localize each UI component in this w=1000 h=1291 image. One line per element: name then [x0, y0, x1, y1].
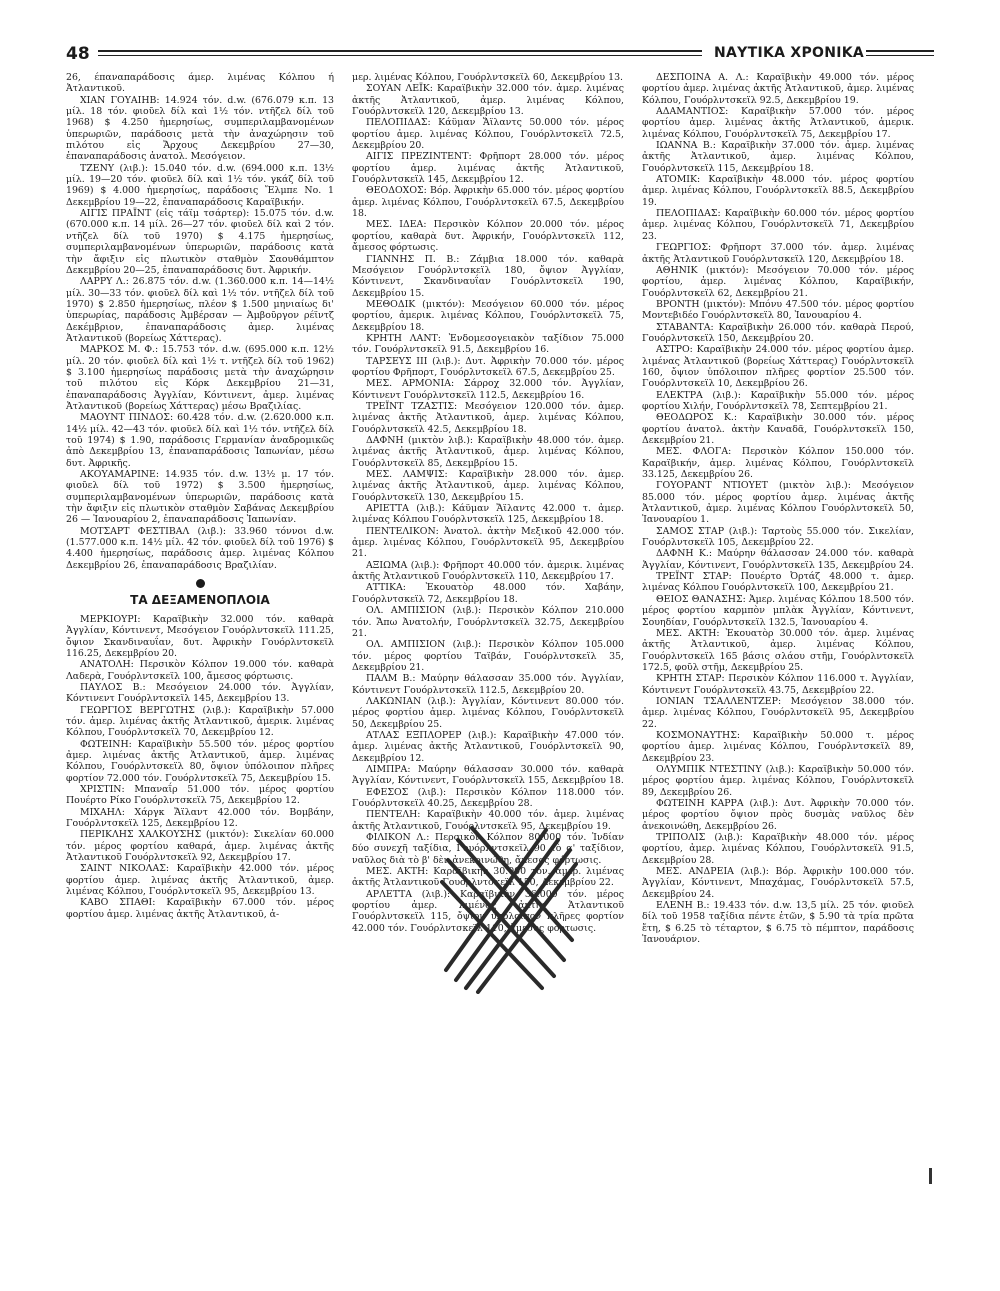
- charter-entry: ΙΟΝΙΑΝ ΤΣΑΛΛΕΝΤΖΕΡ: Μεσόγειον 38.000 τόν. ἀμερ. λιμένας Κόλπου, Γουόρλντσκεϊλ 95, Δεκεμβρίου 22.: [642, 695, 914, 730]
- text-column-2: [352, 72, 624, 934]
- charter-entry: ΣΑΜΟΣ ΣΤΑΡ (λιβ.): Ταρτοὺς 55.000 τόν. Σικελίαν, Γουόρλντσκεϊλ 105, Δεκεμβρίου 22.: [642, 525, 914, 549]
- charter-entry: ΑΤΟΜΙΚ: Καραϊβικὴν 48.000 τόν. μέρος φορτίου ἀμερ. λιμένας Κόλπου, Γουόρλντσκεϊλ 88.5, Δεκεμβρίου 19.: [642, 174, 914, 208]
- header-rule: [98, 50, 702, 52]
- charter-list-tankers: [642, 72, 914, 945]
- charter-entry: ΔΑΦΝΗ (μικτὸν λιβ.): Καραϊβικὴν 48.000 τόν. ἀμερ. λιμένας ἀκτῆς Ἀτλαντικοῦ, ἀμερ. λιμένας Κόλπου, Γουόρλντσκεϊλ 85, Δεκεμβρίου 15.: [352, 435, 624, 469]
- charter-entry: ΜΕΘΟΔΙΚ (μικτόν): Μεσόγειον 60.000 τόν. μέρος φορτίου, ἀμερικ. λιμένας Κόλπου, Γουόρλντσκεϊλ 75, Δεκεμβρίου 18.: [352, 298, 624, 333]
- charter-entry: ΦΩΤΕΙΝΗ ΚΑΡΡΑ (λιβ.): Δυτ. Ἀφρικὴν 70.000 τόν. μέρος φορτίου ὄψιον πρὸς δυσμὰς ναῦλος δὲν ἀνεκοινώθη, Δεκεμβρίου 26.: [642, 798, 914, 832]
- page-header: [66, 44, 934, 70]
- charter-entry: ΜΕΣ. ΑΚΤΗ: Καραϊβικὴν 30.000 τόν. ἀμερ. λιμένας ἀκτῆς Ἀτλαντικοῦ Γουόρλντσκεϊλ 150, Δεκεμβρίου 22.: [352, 866, 624, 889]
- charter-entry: ΑΤΤΙΚΑ: Ἐκουατὸρ 48.000 τόν. Χαβάην, Γουόρλντσκεϊλ 72, Δεκεμβρίου 18.: [352, 582, 624, 605]
- charter-entry: ΧΡΙΣΤΙΝ: Μπαναΐρ 51.000 τόν. μέρος φορτίου Πουέρτο Ρίκο Γουόρλντσκεϊλ 75, Δεκεμβρίου 12.: [66, 783, 334, 807]
- charter-entry: ΜΑΡΚΟΣ Μ. Φ.: 15.753 τόν. d.w. (695.000 κ.π. 12½ μίλ. 20 τόν. φιοῦελ δίλ καὶ 1½ τ. ντῆζελ δίλ τοῦ 1962) $ 3.100 ἡμερησίως παράδοσις μετὰ τὴν ἀναχώρησιν τοῦ πιλότου εἰς Κόρκ Δεκεμβρίου 21—31, ἐπαναπαράδοσις Ἀγγλίαν, Κόντινεντ, ἀμερ. λιμένας Ἀτλαντικοῦ (βορείως Χάττερας) μέσω Βραζιλίας.: [66, 344, 334, 412]
- charter-entry: ΑΞΙΩΜΑ (λιβ.): Φρῆπορτ 40.000 τόν. ἀμερικ. λιμένας ἀκτῆς Ἀτλαντικοῦ Γουόρλντσκεϊλ 110, Δεκεμβρίου 17.: [352, 559, 624, 583]
- bullet-dot-icon: [196, 579, 205, 588]
- charter-entry: ΠΕΝΤΕΛΗ: Καραϊβικὴν 40.000 τόν. ἀμερ. λιμένας ἀκτῆς Ἀτλαντικοῦ, Γουόρλντσκεϊλ 95, Δεκεμβρίου 19.: [352, 809, 624, 832]
- charter-entry: ΕΛΕΚΤΡΑ (λιβ.): Καραϊβικὴν 55.000 τόν. μέρος φορτίου Χιλήν, Γουόρλντσκεϊλ 78, Σεπτεμβρίου 21.: [642, 389, 914, 412]
- charter-entry: ΠΕΛΟΠΙΔΑΣ: Κάϋμαν Ἄϊλαντς 50.000 τόν. μέρος φορτίου ἀμερ. λιμένας Κόλπου, Γουόρλντσκεϊλ 72.5, Δεκεμβρίου 20.: [352, 117, 624, 152]
- charter-entry: ΑΤΛΑΣ ΕΞΠΛΟΡΕΡ (λιβ.): Καραϊβικὴν 47.000 τόν. ἀμερ. λιμένας ἀκτῆς Ἀτλαντικοῦ, Γουόρλντσκεϊλ 90, Δεκεμβρίου 12.: [352, 729, 624, 764]
- text-column-1: [66, 72, 334, 920]
- charter-entry: ΑΚΟΥΑΜΑΡΙΝΕ: 14.935 τόν. d.w. 13½ μ. 17 τόν. φιοῦελ δίλ τοῦ 1972) $ 3.500 ἡμερησίως, συμπεριλαμβανομένων ὑπερωριῶν, παράδοσις κατὰ τὴν ἄφιξιν εἰς πλωτικὸν σταθμὸν Σαβάνας Δεκεμβρίου 26 — Ἰανουαρίου 2, ἐπαναπαράδοσις Ἰαπωνίαν.: [66, 469, 334, 526]
- charter-entry: ΓΙΑΝΝΗΣ Π. Β.: Ζάμβια 18.000 τόν. καθαρὰ Μεσόγειον Γουόρλντσκεϊλ 180, ὄψιον Ἀγγλίαν, Κόντινεντ, Σκανδιναυΐαν Γουόρλντσκεϊλ 190, Δεκεμβρίου 15.: [352, 253, 624, 299]
- charter-entry: ΠΑΛΜ Β.: Μαύρην θάλασσαν 35.000 τόν. Ἀγγλίαν, Κόντινεντ Γουόρλντσκεϊλ 112.5, Δεκεμβρίου 20.: [352, 673, 624, 696]
- header-rule: [866, 55, 934, 56]
- charter-entry: ΒΡΟΝΤΗ (μικτόν): Μπόνυ 47.500 τόν. μέρος φορτίου Μοντεβιδέο Γουόρλντσκεϊλ 80, Ἰανουαρίου 4.: [642, 298, 914, 322]
- charter-entry: ΣΑΙΝΤ ΝΙΚΟΛΑΣ: Καραϊβικὴν 42.000 τόν. μέρος φορτίου ἀμερ. λιμένας ἀκτῆς Ἀτλαντικοῦ, ἀμερ. λιμένας Κόλπου, Γουόρλντσκεϊλ 95, Δεκεμβρίου 13.: [66, 863, 334, 898]
- charter-entry: ΑΘΗΝΙΚ (μικτόν): Μεσόγειον 70.000 τόν. μέρος φορτίου, ἀμερ. λιμένας Κόλπου, Καραϊβικήν, Γουόρλντσκεϊλ 62, Δεκεμβρίου 21.: [642, 264, 914, 299]
- charter-entry: ΣΤΑΒΑΝΤΑ: Καραϊβικὴν 26.000 τόν. καθαρὰ Περού, Γουόρλντσκεϊλ 150, Δεκεμβρίου 20.: [642, 321, 914, 344]
- charter-list-tankers: [66, 614, 334, 920]
- charter-entry: ΟΛΥΜΠΙΚ ΝΤΕΣΤΙΝΥ (λιβ.): Καραϊβικὴν 50.000 τόν. μέρος φορτίου ἀμερ. λιμένας Κόλπου, Γουόρλντσκεϊλ 89, Δεκεμβρίου 26.: [642, 763, 914, 798]
- charter-entry: ΟΛ. ΑΜΠΙΣΙΟΝ (λιβ.): Περσικὸν Κόλπον 105.000 τόν. μέρος φορτίου Ταϊβάν, Γουόρλντσκεϊλ 35, Δεκεμβρίου 21.: [352, 639, 624, 673]
- charter-entry: ΑΙΓΙΣ ΠΡΑΪΝΤ (εἰς τάϊμ τσάρτερ): 15.075 τόν. d.w. (670.000 κ.π. 14 μίλ. 26—27 τόν. φιοῦελ δίλ καὶ 2 τόν. ντῆζελ δίλ τοῦ 1970) $ 4.175 ἡμερησίως, συμπεριλαμβανομένων ὑπερωριῶν, παράδοσις κατὰ τὴν ἄφιξιν εἰς πλωτικὸν σταθμὸν Σαουθάμπτον Δεκεμβρίου 20—25, ἐπαναπαράδοσις δυτ. Ἀφρικήν.: [66, 208, 334, 276]
- charter-entry: 26, έπαναπαράδοσις άμερ. λιμένας Κόλπου ή Ἀτλαντικοῦ.: [66, 72, 334, 95]
- charter-entry: ΤΡΕΪΝΤ ΣΤΑΡ: Πουέρτο Ὀρτάζ 48.000 τ. ἀμερ. λιμένας Κόλπου Γουόρλντσκεϊλ 100, Δεκεμβρίου 21.: [642, 571, 914, 594]
- charter-entry: ΓΕΩΡΓΙΟΣ: Φρῆπορτ 37.000 τόν. ἀμερ. λιμένας ἀκτῆς Ἀτλαντικοῦ Γουόρλντσκεϊλ 120, Δεκεμβρίου 18.: [642, 242, 914, 265]
- charter-entry: ΕΦΕΣΟΣ (λιβ.): Περσικὸν Κόλπον 118.000 τόν. Γουόρλντσκεϊλ 40.25, Δεκεμβρίου 28.: [352, 786, 624, 809]
- charter-entry: ΚΑΒΟ ΣΠΑΘΙ: Καραϊβικὴν 67.000 τόν. μέρος φορτίου ἀμερ. λιμένας ἀκτῆς Ἀτλαντικοῦ, ἀ-: [66, 897, 334, 920]
- charter-entry: ΛΙΜΠΡΑ: Μαύρην θάλασσαν 30.000 τόν. καθαρὰ Ἀγγλίαν, Κόντινεντ, Γουόρλντσκεϊλ 155, Δεκεμβρίου 18.: [352, 763, 624, 787]
- charter-entry: ΜΕΣ. ΑΝΔΡΕΙΑ (λιβ.): Βόρ. Ἀφρικὴν 100.000 τόν. Ἀγγλίαν, Κόντινεντ, Μπαχάμας, Γουόρλντσκεϊλ 57.5, Δεκεμβρίου 24.: [642, 866, 914, 900]
- charter-entry: ΓΕΩΡΓΙΟΣ ΒΕΡΓΩΤΗΣ (λιβ.): Καραϊβικὴν 57.000 τόν. ἀμερ. λιμένας ἀκτῆς Ἀτλαντικοῦ, ἀμερικ. λιμένας Κόλπου, Γουόρλντσκεϊλ 70, Δεκεμβρίου 12.: [66, 704, 334, 739]
- charter-entry: ΧΙΑΝ ΓΟΥΑΙΗΒ: 14.924 τόν. d.w. (676.079 κ.π. 13 μίλ. 18 τόν. φιοῦελ δίλ καὶ 1½ τόν. ντῆζελ δίλ τοῦ 1968) $ 4.250 ἡμερησίως, συμπεριλαμβανομένων ὑπερωριῶν, παράδοσις μετὰ τὴν ἀναχώρησιν τοῦ πιλότου εἰς Ἄρχους Δεκεμβρίου 27—30, ἐπαναπαράδοσις ἀνατολ. Μεσόγειον.: [66, 94, 334, 163]
- charter-list-tankers: [352, 72, 624, 934]
- charter-entry: ΑΔΑΜΑΝΤΙΟΣ: Καραϊβικὴν 57.000 τόν. μέρος φορτίου ἀμερ. λιμένας ἀκτῆς Ἀτλαντικοῦ, ἀμερικ. λιμένας Κόλπου, Γουόρλντσκεϊλ 75, Δεκεμβρίου 17.: [642, 106, 914, 140]
- section-title: ΤΑ ΔΕΞΑΜΕΝΟΠΛΟΙΑ: [130, 593, 270, 608]
- charter-entry: ΑΝΑΤΟΛΗ: Περσικὸν Κόλπον 19.000 τόν. καθαρὰ Λαδερὰ, Γουόρλντσκεϊλ 100, ἄμεσος φόρτωσις.: [66, 659, 334, 682]
- charter-entry: ΤΡΙΠΟΛΙΣ (λιβ.): Καραϊβικὴν 48.000 τόν. μέρος φορτίου, ἀμερ. λιμένας Κόλπου, Γουόρλντσκεϊλ 91.5, Δεκεμβρίου 28.: [642, 832, 914, 866]
- charter-entry: ΦΙΛΙΚΟΝ Λ.: Περσικὸν Κόλπον 80.000 τόν. Ἰνδίαν δύο συνεχῆ ταξίδια, Γουόρλντσκεϊλ 90 τὸ α' ταξίδιον, ναῦλος διὰ τὸ β' δὲν ἀνεκοινώθη, ἄμεσος φόρτωσις.: [352, 832, 624, 866]
- charter-entry: ΛΑΚΩΝΙΑΝ (λιβ.): Ἀγγλίαν, Κόντινεντ 80.000 τόν. μέρος φορτίου ἀμερ. λιμένας Κόλπου, Γουόρλντσκεϊλ 50, Δεκεμβρίου 25.: [352, 695, 624, 730]
- decorative-crosshatch-ornament: [438, 820, 578, 994]
- charter-entry: ΦΩΤΕΙΝΗ: Καραϊβικὴν 55.500 τόν. μέρος φορτίου ἀμερ. λιμένας ἀκτῆς Ἀτλαντικοῦ, ἀμερ. λιμένας Κόλπου, Γουόρλντσκεϊλ 80, ὄψιον ὑπόλοιπον πλῆρες φορτίον 72.000 τόν. Γουόρλντσκεϊλ 75, Δεκεμβρίου 15.: [66, 738, 334, 784]
- charter-entry: ΜΙΧΑΗΛ: Χάργκ Ἄϊλαντ 42.000 τόν. Βομβάην, Γουόρλντσκεϊλ 125, Δεκεμβρίου 12.: [66, 806, 334, 829]
- charter-entry: ΠΑΥΛΟΣ Β.: Μεσόγειον 24.000 τόν. Ἀγγλίαν, Κόντινεντ Γουόρλντσκεϊλ 145, Δεκεμβρίου 13.: [66, 681, 334, 705]
- charter-entry: ΑΣΤΡΟ: Καραϊβικὴν 24.000 τόν. μέρος φορτίου ἀμερ. λιμένας Ἀτλαντικοῦ (βορείως Χάττερας) Γουόρλντσκεϊλ 160, ὄψιον ὑπόλοιπον πλῆρες φορτίον 25.500 τόν. Γουόρλντσκεϊλ 10, Δεκεμβρίου 26.: [642, 344, 914, 390]
- charter-entry: ΛΑΡΡΥ Λ.: 26.875 τόν. d.w. (1.360.000 κ.π. 14—14½ μίλ. 30—33 τόν. φιοῦελ δίλ καὶ 1½ τόν. ντῆζελ δίλ τοῦ 1970) $ 2.850 ἡμερησίως, πλέον $ 1.500 μηνιαίως δι' ὑπερωρίας, παράδοσις Ἀμβέρσαν — Ἀμβοῦργον ρέϊντζ Δεκέμβριον, ἐπαναπαράδοσις ἀμερ. λιμένας Ἀτλαντικοῦ (βορείως Χάττερας).: [66, 276, 334, 344]
- charter-entry: ΜΕΡΚΙΟΥΡΙ: Καραϊβικὴν 32.000 τόν. καθαρὰ Ἀγγλίαν, Κόντινεντ, Μεσόγειον Γουόρλντσκεϊλ 111.25, ὄψιον Σκανδιναυΐαν, δυτ. Ἀφρικὴν Γουόρλντσκεϊλ 116.25, Δεκεμβρίου 20.: [66, 613, 334, 659]
- charter-entry: ΘΕΙΟΣ ΘΑΝΑΣΗΣ: Ἀμερ. λιμένας Κόλπου 18.500 τόν. μέρος φορτίου καρμπὸν μπλὰκ Ἀγγλίαν, Κόντινεντ, Σουηδίαν, Γουόρλντσκεϊλ 132.5, Ἰανουαρίου 4.: [642, 593, 914, 628]
- charter-entry: ΜΕΣ. ΑΡΜΟΝΙΑ: Σάρροχ 32.000 τόν. Ἀγγλίαν, Κόντινεντ Γουόρλντσκεϊλ 112.5, Δεκεμβρίου 16.: [352, 378, 624, 401]
- charter-entry: ΠΕΝΤΕΛΙΚΟΝ: Ἀνατολ. ἀκτὴν Μεξικοῦ 42.000 τόν. ἀμερ. λιμένας Κόλπου, Γουόρλντσκεϊλ 95, Δεκεμβρίου 21.: [352, 525, 624, 560]
- page-number: 48: [66, 44, 90, 64]
- charter-entry: ΣΟΥΑΝ ΛΕΪΚ: Καραϊβικὴν 32.000 τόν. ἀμερ. λιμένας ἀκτῆς Ἀτλαντικοῦ, ἀμερ. λιμένας Κόλπου, Γουόρλντσκεϊλ 120, Δεκεμβρίου 13.: [352, 83, 624, 118]
- charter-entry: ΠΕΛΟΠΙΔΑΣ: Καραϊβικὴν 60.000 τόν. μέρος φορτίου ἀμερ. λιμένας Κόλπου, Γουόρλντσκεϊλ 71, Δεκεμβρίου 23.: [642, 208, 914, 242]
- header-rule: [866, 50, 934, 52]
- charter-entry: ΜΕΣ. ΛΑΜΨΙΣ: Καραϊβικὴν 28.000 τόν. ἀμερ. λιμένας ἀκτῆς Ἀτλαντικοῦ, ἀμερ. λιμένας Κόλπου, Γουόρλντσκεϊλ 130, Δεκεμβρίου 15.: [352, 469, 624, 503]
- charter-entry: ΜΑΟΥΝΤ ΠΙΝΔΟΣ: 60.428 τόν. d.w. (2.620.000 κ.π. 14½ μίλ. 42—43 τόν. φιοῦελ δίλ καὶ 1½ τόν. ντῆζελ δίλ τοῦ 1974) $ 1.90, παράδοσις Γερμανίαν ἀναδρομικῶς ἀπὸ Δεκεμβρίου 13, ἐπαναπαράδοσις Ἰαπωνίαν, μέσω δυτ. Ἀφρικῆς.: [66, 412, 334, 469]
- charter-entry: ΤΑΡΣΕΥΣ ΙΙΙ (λιβ.): Δυτ. Ἀφρικὴν 70.000 τόν. μέρος φορτίου Φρῆπορτ, Γουόρλντσκεϊλ 67.5, Δεκεμβρίου 25.: [352, 355, 624, 378]
- section-separator: [66, 579, 334, 591]
- charter-entry: ΜΕΣ. ΙΔΕΑ: Περσικὸν Κόλπον 20.000 τόν. μέρος φορτίου, καθαρὰ δυτ. Ἀφρικήν, Γουόρλντσκεϊλ 112, ἄμεσος φόρτωσις.: [352, 219, 624, 254]
- text-column-3: [642, 72, 914, 945]
- charter-entry: ΕΛΕΝΗ Β.: 19.433 τόν. d.w. 13,5 μίλ. 25 τόν. φιοῦελ δίλ τοῦ 1958 ταξίδια πέντε ἐτῶν, $ 5.90 τὰ τρία πρῶτα ἔτη, $ 6.25 τὸ τέταρτον, $ 6.75 τὸ πέμπτον, παράδοσις Ἰανουάριον.: [642, 900, 914, 946]
- charter-entry: ΘΕΟΔΟΧΟΣ: Βόρ. Ἀφρικὴν 65.000 τόν. μέρος φορτίου ἀμερ. λιμένας Κόλπου, Γουόρλντσκεϊλ 67.5, Δεκεμβρίου 18.: [352, 185, 624, 220]
- charter-entry: ΜΕΣ. ΑΚΤΗ: Ἐκουατὸρ 30.000 τόν. ἀμερ. λιμένας ἀκτῆς Ἀτλαντικοῦ, ἀμερ. λιμένας Κόλπου, Γουόρλντσκεϊλ 165 βάσις σλάου στῆμ, Γουόρλντσκεϊλ 172.5, φοῦλ στῆμ, Δεκεμβρίου 25.: [642, 627, 914, 673]
- charter-entry: μερ. λιμένας Κόλπου, Γουόρλντσκεϊλ 60, Δεκεμβρίου 13.: [352, 72, 624, 83]
- charter-entry: ΤΡΕΪΝΤ ΤΖΑΣΤΙΣ: Μεσόγειον 120.000 τόν. ἀμερ. λιμένας ἀκτῆς Ἀτλαντικοῦ, ἀμερ. λιμένας Κόλπου, Γουόρλντσκεϊλ 42.5, Δεκεμβρίου 18.: [352, 400, 624, 435]
- charter-entry: ΤΖΕΝΥ (λιβ.): 15.040 τόν. d.w. (694.000 κ.π. 13½ μίλ. 19—20 τόν. φιοῦελ δίλ καὶ 1½ τόν. γκάζ δίλ τοῦ 1969) $ 4.000 ἡμερησίως, παράδοσις Ἔλμπε Νο. 1 Δεκεμβρίου 19—22, ἐπαναπαράδοσις Καραϊβικήν.: [66, 162, 334, 208]
- charter-entry: ΟΛ. ΑΜΠΙΣΙΟΝ (λιβ.): Περσικὸν Κόλπον 210.000 τόν. Ἄπω Ἀνατολήν, Γουόρλντσκεϊλ 32.75, Δεκεμβρίου 21.: [352, 605, 624, 639]
- charter-entry: ΜΟΤΣΑΡΤ ΦΕΣΤΙΒΑΛ (λιβ.): 33.960 τόννοι d.w. (1.577.000 κ.π. 14½ μίλ. 42 τόν. φιοῦελ δίλ τοῦ 1976) $ 4.400 ἡμερησίως, παράδοσις ἀμερ. λιμένας Κόλπου Δεκεμβρίου 26, ἐπαναπαράδοσις Βραζιλίαν.: [66, 525, 334, 571]
- charter-entry: ΔΑΦΝΗ Κ.: Μαύρην θάλασσαν 24.000 τόν. καθαρὰ Ἀγγλίαν, Κόντινεντ, Γουόρλντσκεϊλ 135, Δεκεμβρίου 24.: [642, 548, 914, 571]
- charter-entry: ΙΩΑΝΝΑ Β.: Καραϊβικὴν 37.000 τόν. ἀμερ. λιμένας ἀκτῆς Ἀτλαντικοῦ, ἀμερ. λιμένας Κόλπου, Γουόρλντσκεϊλ 115, Δεκεμβρίου 18.: [642, 140, 914, 174]
- charter-list-timecharter: [66, 72, 334, 571]
- charter-entry: ΚΟΣΜΟΝΑΥΤΗΣ: Καραϊβικὴν 50.000 τ. μέρος φορτίου ἀμερ. λιμένας Κόλπου, Γουόρλντσκεϊλ 89, Δεκεμβρίου 23.: [642, 729, 914, 764]
- charter-entry: ΠΕΡΙΚΛΗΣ ΧΑΛΚΟΥΣΗΣ (μικτόν): Σικελίαν 60.000 τόν. μέρος φορτίου καθαρά, ἀμερ. λιμένας ἀκτῆς Ἀτλαντικοῦ Γουόρλντσκεϊλ 92, Δεκεμβρίου 17.: [66, 829, 334, 864]
- header-rule: [98, 55, 702, 56]
- charter-entry: ΔΕΣΠΟΙΝΑ Α. Λ.: Καραϊβικὴν 49.000 τόν. μέρος φορτίου ἀμερ. λιμένας ἀκτῆς Ἀτλαντικοῦ, ἀμερ. λιμένας Κόλπου, Γουόρλντσκεϊλ 92.5, Δεκεμβρίου 19.: [642, 72, 914, 106]
- charter-entry: ΑΡΛΕΤΤΑ (λιβ.): Καραϊβικὴν 36.000 τόν. μέρος φορτίου ἀμερ. λιμένας ἀκτῆς Ἀτλαντικοῦ Γουόρλντσκεϊλ 115, ὄψιον ὑπόλοιπον πλῆρες φορτίον 42.000 τόν. Γουόρλντσκεϊλ 110, ἄμεσος φόρτωσις.: [352, 888, 624, 934]
- charter-entry: ΜΕΣ. ΦΛΟΓΑ: Περσικὸν Κόλπον 150.000 τόν. Καραϊβικήν, ἀμερ. λιμένας Κόλπου, Γουόρλντσκεϊλ 33.125, Δεκεμβρίου 26.: [642, 446, 914, 481]
- magazine-title: ΝΑΥΤΙΚΑ ΧΡΟΝΙΚΑ: [714, 45, 865, 61]
- charter-entry: ΚΡΗΤΗ ΣΤΑΡ: Περσικὸν Κόλπον 116.000 τ. Ἀγγλίαν, Κόντινεντ Γουόρλντσκεϊλ 43.75, Δεκεμβρίου 22.: [642, 673, 914, 696]
- charter-entry: ΑΙΓΙΣ ΠΡΕΖΙΝΤΕΝΤ: Φρῆπορτ 28.000 τόν. μέρος φορτίου ἀμερ. λιμένας ἀκτῆς Ἀτλαντικοῦ, Γουόρλντσκεϊλ 145, Δεκεμβρίου 12.: [352, 151, 624, 186]
- charter-entry: ΑΡΙΕΤΤΑ (λιβ.): Κάϋμαν Ἄϊλαντς 42.000 τ. ἀμερ. λιμένας Κόλπου Γουόρλντσκεϊλ 125, Δεκεμβρίου 18.: [352, 503, 624, 526]
- charter-entry: ΓΟΥΟΡΑΝΤ ΝΤΙΟΥΕΤ (μικτὸν λιβ.): Μεσόγειον 85.000 τόν. μέρος φορτίου ἀμερ. λιμένας ἀκτῆς Ἀτλαντικοῦ, ἀμερ. λιμένας Κόλπου Γουόρλντσκεϊλ 50, Ἰανουαρίου 1.: [642, 480, 914, 526]
- charter-entry: ΚΡΗΤΗ ΛΑΝΤ: Ἐνδομεσογειακὸν ταξίδιον 75.000 τόν. Γουόρλντσκεϊλ 91.5, Δεκεμβρίου 16.: [352, 332, 624, 356]
- charter-entry: ΘΕΟΔΩΡΟΣ Κ.: Καραϊβικὴν 30.000 τόν. μέρος φορτίου ἀνατολ. ἀκτὴν Καναδᾶ, Γουόρλντσκεϊλ 150, Δεκεμβρίου 21.: [642, 412, 914, 446]
- margin-mark: [929, 1168, 932, 1184]
